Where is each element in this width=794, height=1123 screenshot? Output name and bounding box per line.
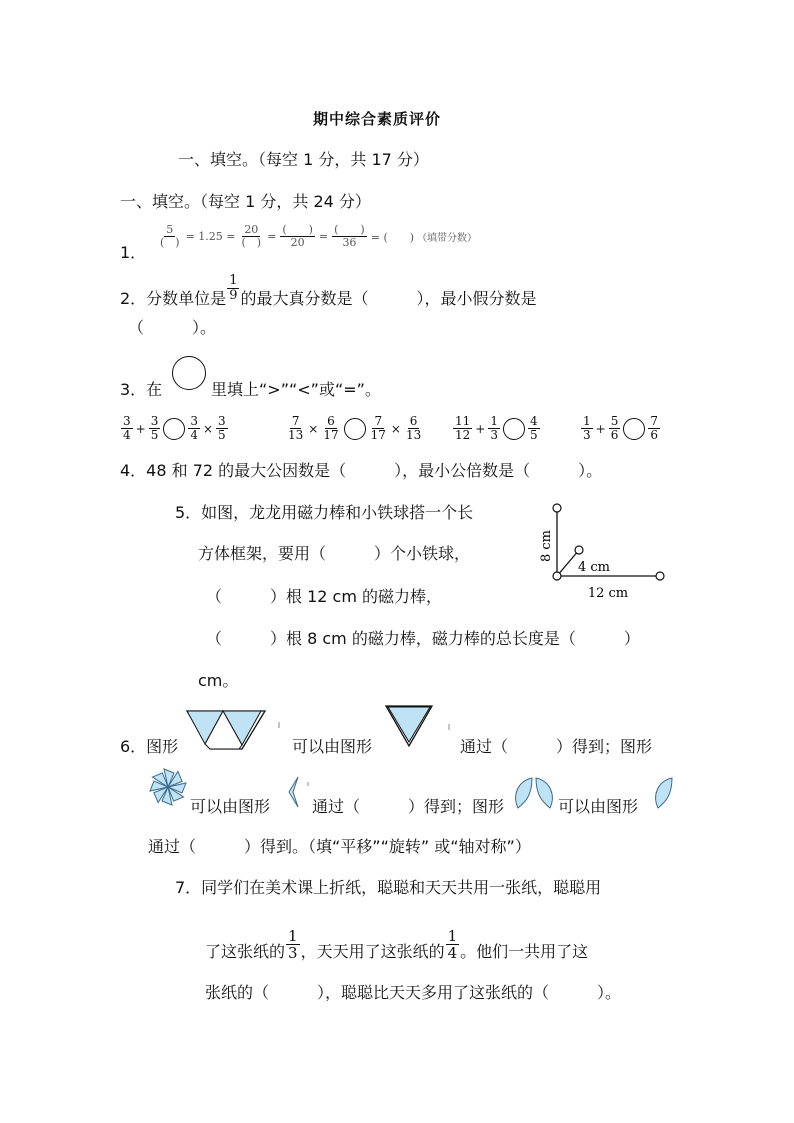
section-heading-1: 一、填空。（每空 1 分，共 17 分） <box>178 150 429 169</box>
q6-text-f: 可以由图形 <box>558 797 639 816</box>
numerator: ( ) <box>334 223 365 236</box>
q5-line-4: （ ）根 8 cm 的磁力棒，磁力棒的总长度是（ ） <box>206 629 640 648</box>
numerator: 6 <box>327 414 335 428</box>
denominator: 5 <box>218 428 226 442</box>
numerator: 5 <box>610 414 619 428</box>
numerator: ( ) <box>282 223 313 236</box>
q7-fraction-1 <box>286 928 300 961</box>
q7-text-b: ，天天用了这张纸的 <box>300 942 445 961</box>
q5-line-1: 5．如图，龙龙用磁力棒和小铁球搭一个长 <box>175 503 474 522</box>
q5-line-2: 方体框架，要用（ ）个小铁球， <box>198 544 471 563</box>
denominator: 36 <box>342 236 357 249</box>
numerator: 3 <box>190 414 198 428</box>
numerator: 7 <box>650 414 658 428</box>
denominator: 3 <box>583 428 591 442</box>
q3-text-b: 里填上“>”“<”或“=”。 <box>211 380 381 399</box>
q6-text-g: 通过（ ）得到。（填“平移”“旋转” 或“轴对称”） <box>148 837 531 856</box>
single-triangle-icon <box>384 704 454 750</box>
q6-text-d: 可以由图形 <box>190 797 271 816</box>
cuboid-corner-figure <box>530 498 675 603</box>
q7-fraction-2 <box>446 928 460 961</box>
label-12cm: 12 cm <box>587 586 629 601</box>
denominator: 20 <box>290 236 305 249</box>
denominator: 17 <box>323 428 339 442</box>
q2-text-b: 的最大真分数是（ ），最小假分数是 <box>240 288 537 308</box>
numerator: 7 <box>291 414 300 428</box>
denominator: 9 <box>229 288 238 303</box>
q2-line-1 <box>120 273 537 313</box>
page-title: 期中综合素质评价 <box>313 110 442 128</box>
q3-text-a: 3．在 <box>120 380 163 399</box>
compare-circle[interactable] <box>503 418 525 440</box>
numerator: 1 <box>229 273 238 288</box>
operator: + <box>135 421 146 436</box>
q4-text: 4．48 和 72 的最大公因数是（ ），最小公倍数是（ ）。 <box>120 461 603 480</box>
q1-fraction-2 <box>240 224 264 249</box>
numerator: 3 <box>123 414 131 428</box>
denominator: 4 <box>447 943 458 962</box>
denominator: 12 <box>455 428 471 442</box>
operator: × <box>308 421 319 436</box>
q1-fraction-1 <box>158 224 182 249</box>
q7-text-a: 了这张纸的 <box>205 942 286 961</box>
denominator: 17 <box>370 428 386 442</box>
q5-line-3: （ ）根 12 cm 的磁力棒， <box>206 587 443 606</box>
numerator: 1 <box>583 414 591 428</box>
blade-icon <box>284 774 312 810</box>
q2-fraction <box>227 274 239 303</box>
compare-circle[interactable] <box>623 418 645 440</box>
operator: + <box>475 421 486 436</box>
numerator: 20 <box>244 223 259 236</box>
denominator: 13 <box>405 428 422 442</box>
operator: × <box>202 421 214 436</box>
section-heading-2: 一、填空。（每空 1 分，共 24 分） <box>120 192 371 211</box>
denominator: 3 <box>490 428 498 442</box>
q3-expr-1 <box>120 415 229 442</box>
denominator: ( ) <box>241 236 262 249</box>
q6-text-a: 6．图形 <box>120 737 179 756</box>
denominator: 6 <box>610 428 619 442</box>
numerator: 1 <box>447 926 458 945</box>
compare-circle[interactable] <box>163 418 185 440</box>
q3-circle-example <box>172 356 206 390</box>
q1-eq-2: = <box>267 230 277 243</box>
label-8cm: 8 cm <box>539 529 554 563</box>
q3-expr-2 <box>285 415 424 442</box>
q6-text-b: 可以由图形 <box>292 737 373 756</box>
single-leaf-icon <box>652 775 676 813</box>
denominator: ( ) <box>160 236 180 249</box>
q7-line-1: 7．同学们在美术课上折纸，聪聪和天天共用一张纸，聪聪用 <box>175 878 602 897</box>
compare-circle[interactable] <box>344 418 366 440</box>
numerator: 1 <box>288 926 298 945</box>
pinwheel-icon <box>147 766 189 808</box>
q1-number: 1． <box>120 243 147 262</box>
operator: × <box>390 421 401 436</box>
q1-eq-1: = 1.25 = <box>185 230 236 243</box>
denominator: 4 <box>123 428 131 442</box>
three-triangles-icon <box>183 708 283 752</box>
q2-line-2: （ ）。 <box>128 318 217 337</box>
numerator: 1 <box>490 414 498 428</box>
symmetric-leaves-icon <box>508 775 560 813</box>
operator: + <box>595 421 606 436</box>
label-4cm: 4 cm <box>578 560 611 575</box>
numerator: 5 <box>166 223 174 236</box>
q7-line-2 <box>205 926 588 962</box>
q3-expr-4 <box>580 415 661 442</box>
numerator: 7 <box>374 414 383 428</box>
numerator: 3 <box>218 414 226 428</box>
q6-text-e: 通过（ ）得到；图形 <box>312 797 505 816</box>
denominator: 13 <box>288 428 304 442</box>
q1-fraction-3 <box>280 224 315 249</box>
q1-expression <box>157 224 477 249</box>
q7-line-3: 张纸的（ ），聪聪比天天多用了这张纸的（ ）。 <box>205 983 622 1002</box>
denominator: 6 <box>650 428 658 442</box>
q1-eq-3: = <box>318 230 329 243</box>
q5-line-5: cm。 <box>198 671 239 690</box>
denominator: 4 <box>190 428 198 442</box>
q2-text-a: 2．分数单位是 <box>120 288 227 308</box>
denominator: 3 <box>288 943 298 962</box>
numerator: 4 <box>529 414 538 428</box>
q1-eq-4: = ( ) <box>370 230 415 244</box>
numerator: 3 <box>150 414 159 428</box>
q1-note: （填带分数） <box>417 233 478 244</box>
denominator: 5 <box>529 428 538 442</box>
q6-text-c: 通过（ ）得到；图形 <box>460 737 653 756</box>
numerator: 11 <box>455 414 471 428</box>
q7-text-c: 。他们一共用了这 <box>460 942 589 961</box>
q3-expr-3 <box>452 415 541 442</box>
numerator: 6 <box>409 414 418 428</box>
denominator: 5 <box>150 428 159 442</box>
q1-fraction-4 <box>332 224 367 249</box>
